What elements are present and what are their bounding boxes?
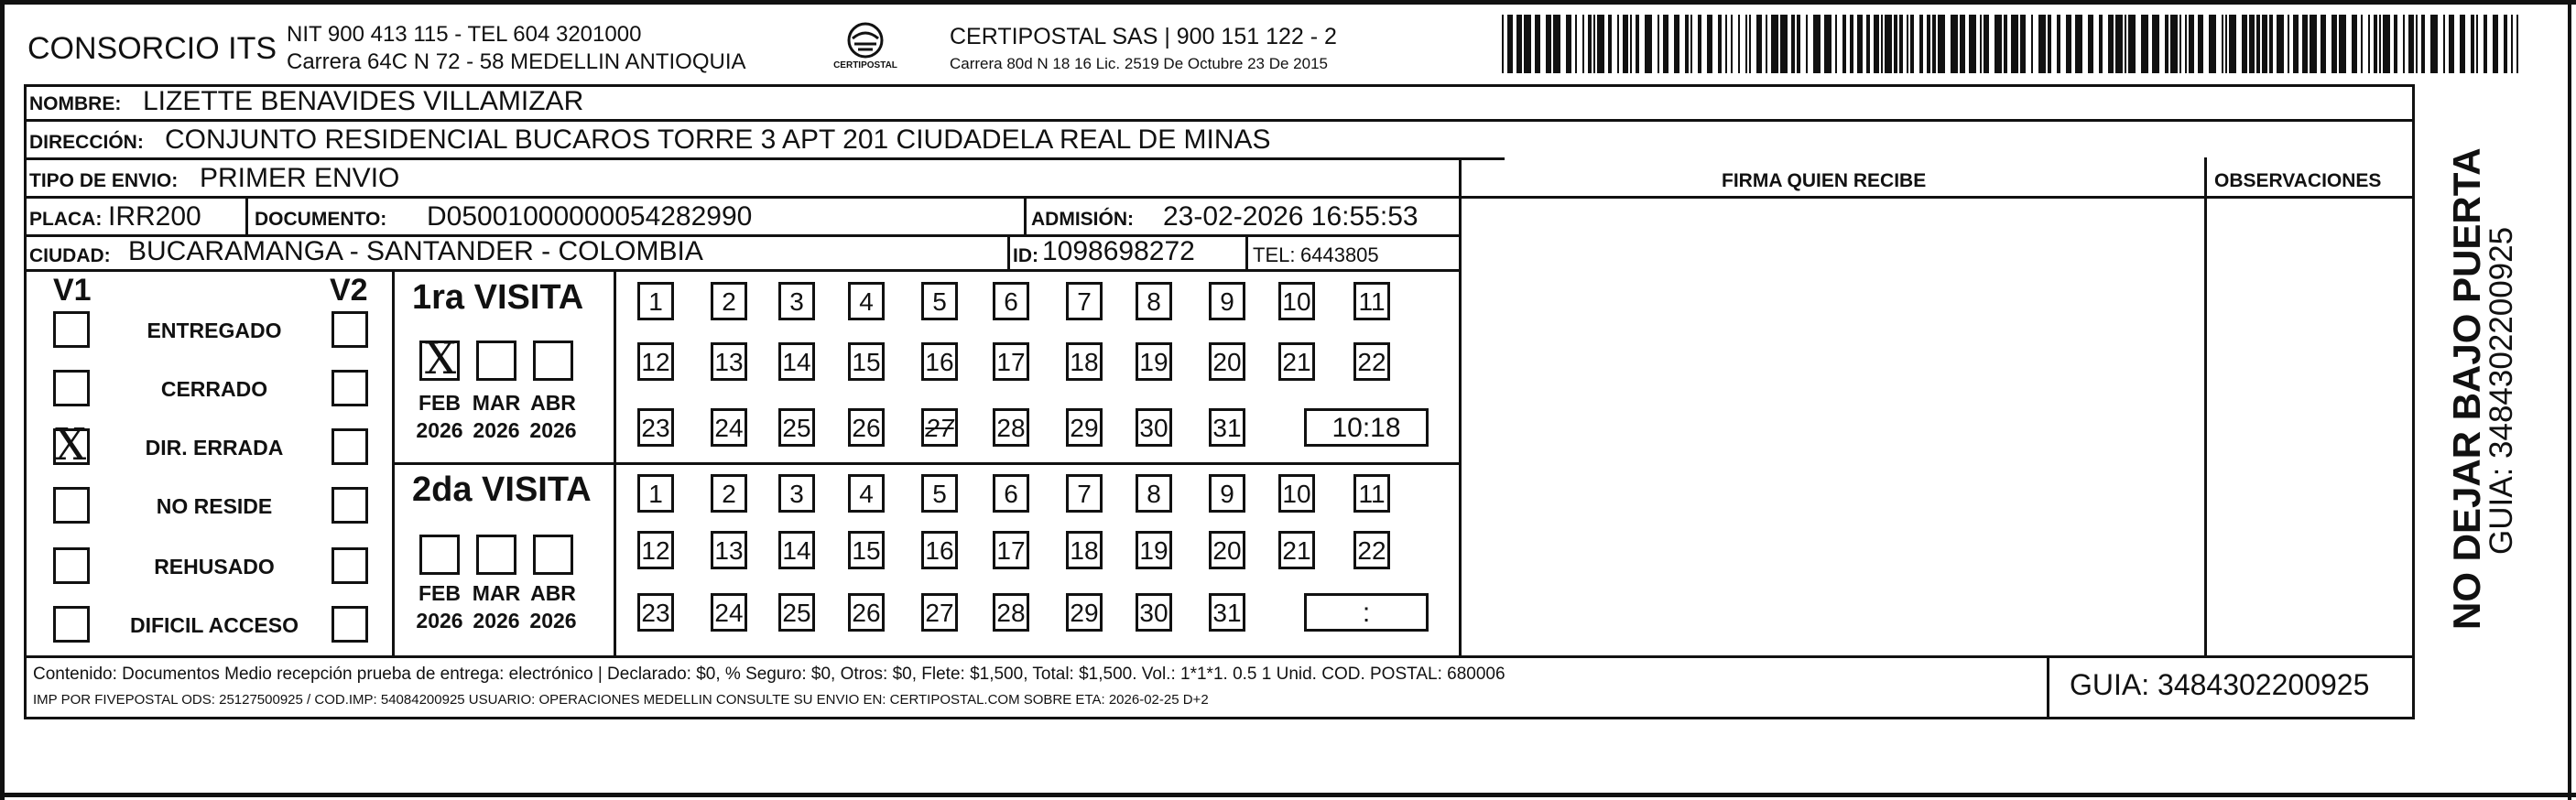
barcode-bar (1874, 15, 1879, 73)
barcode-bar (1766, 15, 1767, 73)
v2-checkbox-dir-errada (332, 428, 368, 465)
barcode-bar (2048, 15, 2051, 73)
barcode-bar (1663, 15, 1668, 73)
day-box-31: 31 (1209, 593, 1245, 632)
barcode-bar (1608, 15, 1612, 73)
barcode-bar (1824, 15, 1831, 73)
day-box-22: 22 (1353, 342, 1390, 381)
barcode-bar (2198, 15, 2203, 73)
barcode-bar (2057, 15, 2060, 73)
page-bottom-rule (0, 793, 2576, 797)
barcode-bar (2066, 15, 2071, 73)
ciudad-label: CIUDAD: (29, 245, 111, 266)
barcode-bar (2011, 15, 2018, 73)
barcode-bar (1842, 15, 1846, 73)
barcode-bar (2170, 15, 2178, 73)
month-label-feb: FEB (418, 391, 461, 415)
day-box-2: 2 (711, 282, 747, 320)
barcode-bar (2484, 15, 2487, 73)
v1-checkbox-cerrado (53, 370, 90, 406)
barcode-bar (1797, 15, 1800, 73)
barcode-bar (2339, 15, 2346, 73)
barcode-bar (2321, 15, 2326, 73)
barcode-bar (1658, 15, 1659, 73)
month-checkbox-abr (533, 535, 573, 575)
barcode-bar (2004, 15, 2007, 73)
day-box-11: 11 (1353, 474, 1390, 513)
barcode-bar (1588, 15, 1592, 73)
col-line (1459, 157, 1462, 655)
v2-checkbox-rehusado (332, 547, 368, 584)
barcode-bar (2222, 15, 2223, 73)
day-box-29: 29 (1066, 408, 1103, 447)
day-box-30: 30 (1136, 593, 1172, 632)
row-line (24, 119, 2415, 122)
v2-checkbox-no-reside (332, 487, 368, 524)
month-year: 2026 (529, 418, 577, 442)
row-line (24, 655, 2415, 658)
day-box-5: 5 (921, 282, 958, 320)
barcode-bar (2379, 15, 2381, 73)
month-year: 2026 (473, 418, 520, 442)
col-line (2047, 655, 2049, 719)
barcode-bar (1516, 15, 1522, 73)
day-box-8: 8 (1136, 474, 1172, 513)
day-box-23: 23 (637, 408, 674, 447)
barcode-bar (1749, 15, 1751, 73)
day-box-6: 6 (993, 474, 1029, 513)
barcode-bar (2394, 15, 2397, 73)
barcode-bar (2331, 15, 2337, 73)
month-year: 2026 (416, 418, 463, 442)
barcode-bar (2115, 15, 2123, 73)
barcode-bar (1850, 15, 1853, 73)
day-box-26: 26 (848, 593, 885, 632)
carrier-name-nit: CERTIPOSTAL SAS | 900 151 122 - 2 (950, 24, 1337, 49)
documento-label: DOCUMENTO: (255, 209, 387, 230)
barcode-bar (2403, 15, 2405, 73)
barcode-bar (1932, 15, 1936, 73)
barcode-bar (1731, 15, 1733, 73)
sender-name: CONSORCIO ITS (27, 31, 277, 66)
barcode-bar (2262, 15, 2267, 73)
sender-nit-tel: NIT 900 413 115 - TEL 604 3201000 (287, 22, 642, 47)
day-box-10: 10 (1278, 282, 1315, 320)
day-box-12: 12 (637, 531, 674, 569)
direccion-label: DIRECCIÓN: (29, 132, 144, 153)
day-box-13: 13 (711, 531, 747, 569)
v2-checkbox-entregado (332, 311, 368, 348)
tipo-envio-value: PRIMER ENVIO (200, 163, 400, 193)
barcode-bar (2471, 15, 2474, 73)
barcode-bar (1885, 15, 1892, 73)
barcode-bar (2302, 15, 2308, 73)
placa-label: PLACA: (29, 209, 103, 230)
row-line (392, 462, 1459, 465)
col-line (245, 196, 248, 234)
barcode-bar (2416, 15, 2418, 73)
col-line (1007, 234, 1010, 269)
barcode-bar (2165, 15, 2168, 73)
visit-title: 2da VISITA (412, 470, 592, 509)
day-box-4: 4 (848, 282, 885, 320)
day-box-18: 18 (1066, 531, 1103, 569)
barcode-bar (1857, 15, 1863, 73)
month-label-feb: FEB (418, 581, 461, 605)
admision-label: ADMISIÓN: (1031, 209, 1134, 230)
day-box-1: 1 (637, 474, 674, 513)
barcode-bar (1813, 15, 1821, 73)
day-box-11: 11 (1353, 282, 1390, 320)
visit-time-box: : (1304, 593, 1429, 632)
barcode-bar (1718, 15, 1722, 73)
barcode-bar (2269, 15, 2273, 73)
status-label-dir-errada: DIR. ERRADA (145, 436, 284, 459)
month-label-abr: ABR (530, 581, 576, 605)
col-line (1024, 196, 1027, 234)
id-value: 1098698272 (1042, 236, 1195, 266)
barcode-bar (2408, 15, 2414, 73)
barcode-bar (2383, 15, 2390, 73)
side-guia: GUIA: 3484302200925 (2484, 226, 2519, 555)
day-box-24: 24 (711, 408, 747, 447)
month-label-mar: MAR (472, 391, 521, 415)
day-box-19: 19 (1136, 342, 1172, 381)
barcode-bar (2088, 15, 2093, 73)
day-box-30: 30 (1136, 408, 1172, 447)
barcode-bar (1575, 15, 1577, 73)
placa-value: IRR200 (108, 201, 201, 232)
barcode-bar (1960, 15, 1965, 73)
day-box-7: 7 (1066, 282, 1103, 320)
day-box-20: 20 (1209, 342, 1245, 381)
v1-checkbox-rehusado (53, 547, 90, 584)
barcode-bar (1630, 15, 1632, 73)
barcode-bar (1745, 15, 1747, 73)
barcode-bar (2504, 15, 2507, 73)
day-box-3: 3 (778, 474, 815, 513)
page-top-rule (0, 0, 2576, 5)
day-box-8: 8 (1136, 282, 1172, 320)
day-box-28: 28 (993, 593, 1029, 632)
barcode-bar (1881, 15, 1883, 73)
day-box-2: 2 (711, 474, 747, 513)
barcode-bar (2229, 15, 2236, 73)
col-line (2204, 157, 2207, 655)
day-box-1: 1 (637, 282, 674, 320)
carrier-address: Carrera 80d N 18 16 Lic. 2519 De Octubre 23 De 2015 (950, 55, 1328, 72)
status-label-cerrado: CERRADO (160, 377, 268, 401)
barcode-bar (1553, 15, 1560, 73)
day-box-29: 29 (1066, 593, 1103, 632)
day-box-15: 15 (848, 342, 885, 381)
barcode-bar (1771, 15, 1778, 73)
barcode-bar (1674, 15, 1679, 73)
barcode-bar (2189, 15, 2194, 73)
barcode-bar (1623, 15, 1628, 73)
v1-checkbox-dificil-acceso (53, 606, 90, 643)
row-line (24, 269, 1459, 272)
day-box-10: 10 (1278, 474, 1315, 513)
day-box-23: 23 (637, 593, 674, 632)
barcode-bar (1636, 15, 1639, 73)
page-right-rule (2568, 0, 2571, 800)
tipo-envio-label: TIPO DE ENVIO: (29, 170, 179, 191)
barcode-bar (2242, 15, 2247, 73)
barcode-bar (1756, 15, 1762, 73)
barcode-bar (2288, 15, 2289, 73)
barcode-bar (1938, 15, 1945, 73)
barcode-bar (1546, 15, 1551, 73)
barcode-bar (1617, 15, 1619, 73)
day-box-18: 18 (1066, 342, 1103, 381)
day-box-13: 13 (711, 342, 747, 381)
day-box-9: 9 (1209, 474, 1245, 513)
day-box-21: 21 (1278, 531, 1315, 569)
barcode-bar (1894, 15, 1897, 73)
barcode-bar (1994, 15, 2002, 73)
barcode-bar (1835, 15, 1837, 73)
barcode-bar (1698, 15, 1701, 73)
barcode-bar (1907, 15, 1908, 73)
v2-checkbox-cerrado (332, 370, 368, 406)
barcode-bar (1984, 15, 1989, 73)
side-warning: NO DEJAR BAJO PUERTA (2445, 147, 2488, 630)
barcode-bar (2179, 15, 2181, 73)
status-label-dificil-acceso: DIFICIL ACCESO (129, 613, 299, 637)
firma-header: FIRMA QUIEN RECIBE (1722, 170, 1927, 191)
sender-address: Carrera 64C N 72 - 58 MEDELLIN ANTIOQUIA (287, 49, 746, 74)
barcode-bar (1685, 15, 1689, 73)
tel-label: TEL: (1253, 243, 1296, 266)
barcode-bar (2476, 15, 2478, 73)
day-box-9: 9 (1209, 282, 1245, 320)
day-box-15: 15 (848, 531, 885, 569)
day-box-4: 4 (848, 474, 885, 513)
month-check-mark: X (425, 333, 457, 384)
barcode-bar (2209, 15, 2216, 73)
barcode-bar (1582, 15, 1584, 73)
barcode-bar (2310, 15, 2317, 73)
month-checkbox-mar (476, 341, 516, 381)
barcode-bar (2361, 15, 2363, 73)
barcode-bar (2449, 15, 2454, 73)
day-box-21: 21 (1278, 342, 1315, 381)
status-label-no-reside: NO RESIDE (156, 494, 273, 518)
barcode-bar (1690, 15, 1692, 73)
footer-contenido: Contenido: Documentos Medio recepción prueba de entrega: electrónico | Declarado: $0, % Seguro: $0, Otros: $0, Flete: $1,500, Total: $1,500. Vol.: 1*1*1. 0.5 1 Unid. COD. POSTAL: 680006 (33, 665, 1505, 684)
barcode-bar (2152, 15, 2159, 73)
day-box-19: 19 (1136, 531, 1172, 569)
barcode-bar (1927, 15, 1930, 73)
ciudad-value: BUCARAMANGA - SANTANDER - COLOMBIA (128, 236, 703, 266)
barcode-bar (2511, 15, 2513, 73)
barcode-bar (1524, 15, 1531, 73)
day-box-16: 16 (921, 531, 958, 569)
barcode-bar (1725, 15, 1727, 73)
row-line (24, 196, 2415, 199)
barcode-bar (1791, 15, 1795, 73)
barcode-bar (2352, 15, 2357, 73)
barcode-bar (1507, 15, 1513, 73)
footer-imp: IMP POR FIVEPOSTAL ODS: 25127500925 / COD.IMP: 54084200925 USUARIO: OPERACIONES MEDELLIN CONSULTE SU ENVIO EN: CERTIPOSTAL.COM SOBRE ETA: 2026-02-25 D+2 (33, 692, 1209, 708)
status-label-rehusado: REHUSADO (154, 555, 275, 578)
v2-checkbox-dificil-acceso (332, 606, 368, 643)
barcode-bar (1969, 15, 1976, 73)
day-box-22: 22 (1353, 531, 1390, 569)
month-checkbox-mar (476, 535, 516, 575)
barcode-bar (2125, 15, 2126, 73)
day-box-28: 28 (993, 408, 1029, 447)
day-box-26: 26 (848, 408, 885, 447)
day-box-5: 5 (921, 474, 958, 513)
visit-time-box: 10:18 (1304, 408, 1429, 447)
barcode-bar (2493, 15, 2498, 73)
day-box-31: 31 (1209, 408, 1245, 447)
month-checkbox-feb (419, 535, 460, 575)
barcode-bar (2256, 15, 2260, 73)
barcode-bar (1910, 15, 1914, 73)
day-box-6: 6 (993, 282, 1029, 320)
barcode-bar (1980, 15, 1982, 73)
barcode-bar (1738, 15, 1740, 73)
month-checkbox-abr (533, 341, 573, 381)
direccion-value: CONJUNTO RESIDENCIAL BUCAROS TORRE 3 APT 201 CIUDADELA REAL DE MINAS (165, 124, 1271, 155)
barcode-bar (2460, 15, 2465, 73)
barcode-bar (1866, 15, 1870, 73)
admision-value: 23-02-2026 16:55:53 (1163, 201, 1418, 232)
status-label-entregado: ENTREGADO (147, 319, 282, 342)
day-box-27: 27 (921, 593, 958, 632)
day-box-17: 17 (993, 342, 1029, 381)
v1-label: V1 (53, 273, 92, 308)
barcode-bar (1645, 15, 1652, 73)
day-box-25: 25 (778, 593, 815, 632)
barcode-bar (2225, 15, 2227, 73)
barcode-bar (2020, 15, 2026, 73)
page-left-rule (0, 0, 5, 800)
day-box-16: 16 (921, 342, 958, 381)
month-year: 2026 (416, 609, 463, 632)
month-label-abr: ABR (530, 391, 576, 415)
barcode-bar (2031, 15, 2033, 73)
footer-guia: GUIA: 3484302200925 (2070, 668, 2370, 701)
barcode-bar (1806, 15, 1808, 73)
barcode-bar (2141, 15, 2148, 73)
barcode-bar (2185, 15, 2187, 73)
barcode-bar (1899, 15, 1903, 73)
barcode-bar (2516, 15, 2518, 73)
nombre-label: NOMBRE: (29, 93, 122, 114)
col-line (1245, 234, 1248, 269)
barcode-bar (2038, 15, 2046, 73)
observaciones-header: OBSERVACIONES (2214, 170, 2382, 191)
day-box-25: 25 (778, 408, 815, 447)
barcode-bar (1951, 15, 1958, 73)
visit-title: 1ra VISITA (412, 278, 584, 317)
day-box-12: 12 (637, 342, 674, 381)
month-year: 2026 (529, 609, 577, 632)
barcode-bar (2128, 15, 2136, 73)
barcode (1502, 15, 2523, 73)
barcode-bar (1707, 15, 1712, 73)
day-box-17: 17 (993, 531, 1029, 569)
barcode-bar (1566, 15, 1571, 73)
day-box-24: 24 (711, 593, 747, 632)
day-box-3: 3 (778, 282, 815, 320)
v1-checkbox-entregado (53, 311, 90, 348)
barcode-bar (1597, 15, 1604, 73)
barcode-bar (2099, 15, 2103, 73)
day-box-7: 7 (1066, 474, 1103, 513)
barcode-bar (1919, 15, 1923, 73)
month-label-mar: MAR (472, 581, 521, 605)
barcode-bar (2430, 15, 2438, 73)
v1-checkbox-no-reside (53, 487, 90, 524)
barcode-bar (2293, 15, 2299, 73)
month-year: 2026 (473, 609, 520, 632)
barcode-bar (1593, 15, 1595, 73)
carrier-logo-text: CERTIPOSTAL (833, 60, 897, 70)
barcode-bar (2249, 15, 2255, 73)
barcode-bar (2108, 15, 2114, 73)
day-box-27: 27 (921, 408, 958, 447)
v2-label: V2 (330, 273, 368, 308)
barcode-bar (2421, 15, 2425, 73)
barcode-bar (2443, 15, 2445, 73)
row-line (24, 157, 1505, 160)
day-box-14: 14 (778, 342, 815, 381)
nombre-value: LIZETTE BENAVIDES VILLAMIZAR (143, 86, 584, 116)
id-label: ID: (1013, 245, 1038, 266)
tel-value: 6443805 (1300, 243, 1379, 266)
barcode-bar (1502, 15, 1504, 73)
documento-value: D05001000000054282990 (427, 201, 753, 232)
barcode-bar (2374, 15, 2377, 73)
carrier-logo (829, 20, 902, 77)
barcode-bar (2075, 15, 2082, 73)
barcode-bar (2368, 15, 2370, 73)
day-box-14: 14 (778, 531, 815, 569)
barcode-bar (2277, 15, 2284, 73)
v1-check-mark: X (55, 419, 87, 470)
barcode-bar (1780, 15, 1788, 73)
day-box-20: 20 (1209, 531, 1245, 569)
barcode-bar (1535, 15, 1540, 73)
